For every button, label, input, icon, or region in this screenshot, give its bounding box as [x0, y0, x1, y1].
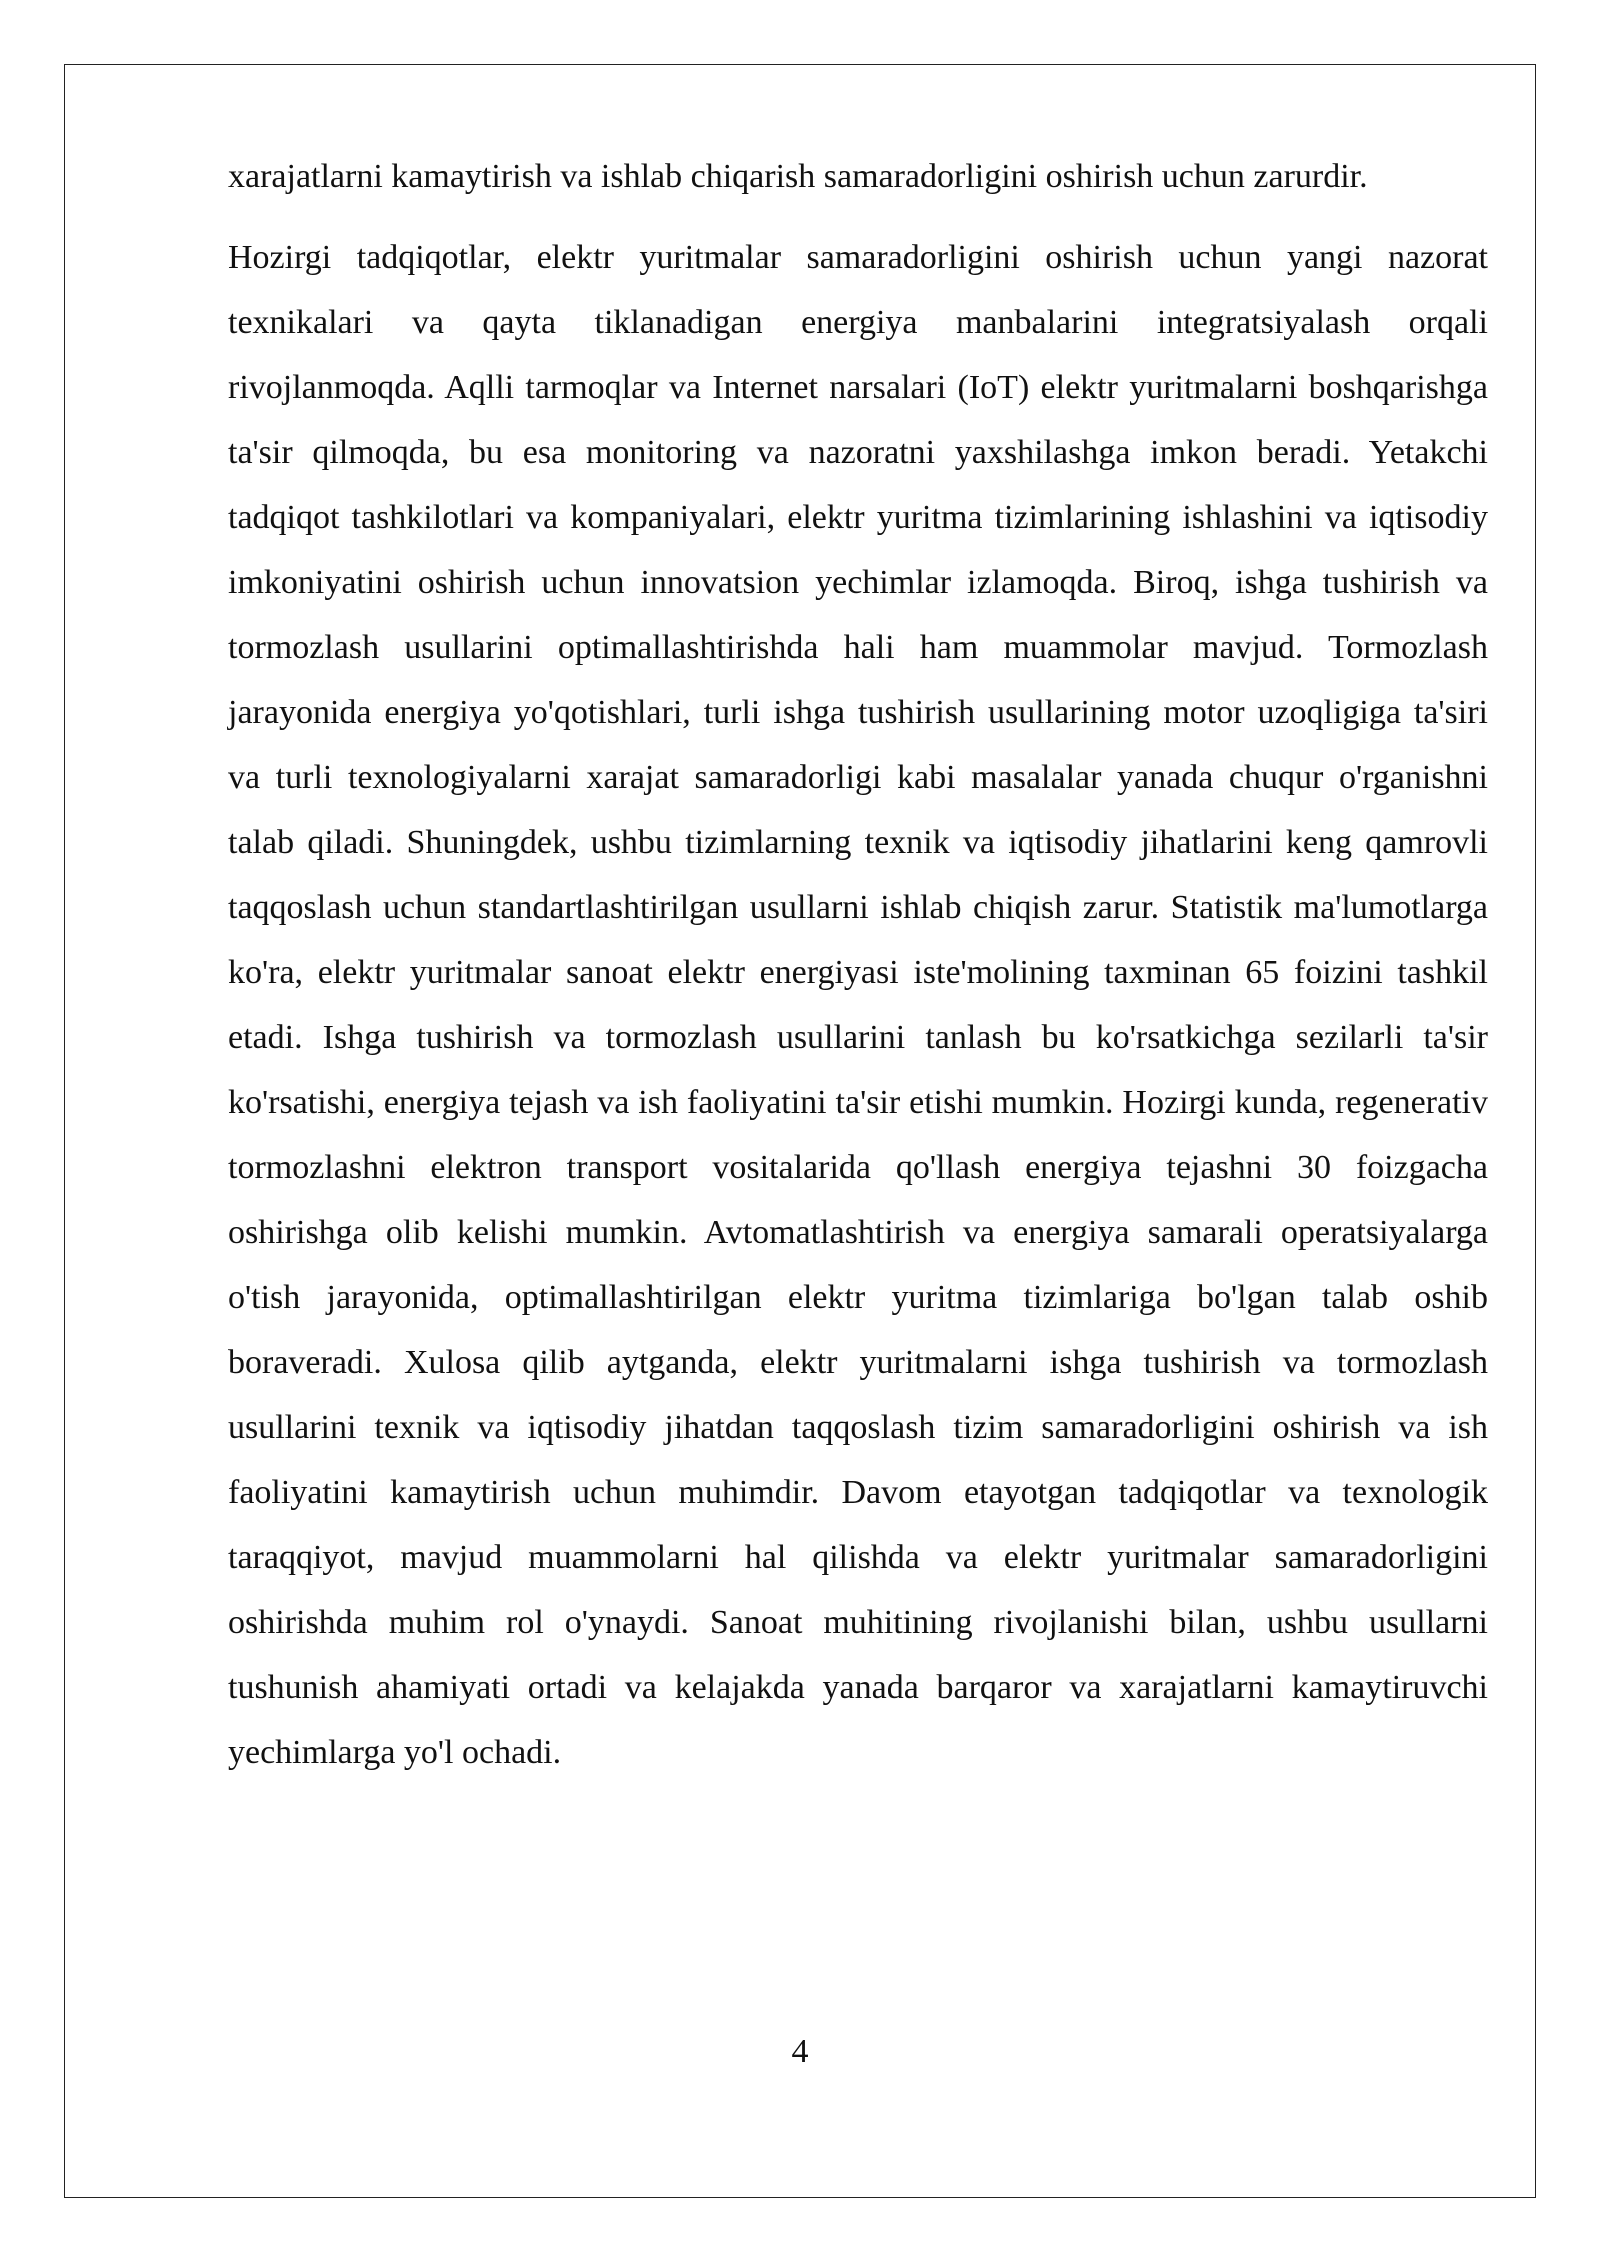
paragraph-continuation: xarajatlarni kamaytirish va ishlab chiqarish samaradorligini oshirish uchun zarurdir. [228, 158, 1368, 195]
document-body [228, 144, 1488, 1785]
page-number: 4 [791, 2033, 809, 2070]
paragraph-main: Hozirgi tadqiqotlar, elektr yuritmalar samaradorligini oshirish uchun yangi nazorat texnikalari va qayta tiklanadigan energiya manbalarini integratsiyalash orqali rivojlanmoqda. Aqlli tarmoqlar va Internet narsalari (IoT) elektr yuritmalarni boshqarishga ta'sir qilmoqda, bu esa monitoring va nazoratni yaxshilashga imkon beradi. Yetakchi tadqiqot tashkilotlari va kompaniyalari, elektr yuritma tizimlarining ishlashini va iqtisodiy imkoniyatini oshirish uchun innovatsion yechimlar izlamoqda. Biroq, ishga tushirish va tormozlash usullarini optimallashtirishda hali ham muammolar mavjud. Tormozlash jarayonida energiya yo'qotishlari, turli ishga tushirish usullarining motor uzoqligiga ta'siri va turli texnologiyalarni xarajat samaradorligi kabi masalalar yanada chuqur o'rganishni talab qiladi. Shuningdek, ushbu tizimlarning texnik va iqtisodiy jihatlarini keng qamrovli taqqoslash uchun standartlashtirilgan usullarni ishlab chiqish zarur. Statistik ma'lumotlarga ko'ra, elektr yuritmalar sanoat elektr energiyasi iste'molining taxminan 65 foizini tashkil etadi. Ishga tushirish va tormozlash usullarini tanlash bu ko'rsatkichga sezilarli ta'sir ko'rsatishi, energiya tejash va ish faoliyatini ta'sir etishi mumkin. Hozirgi kunda, regenerativ tormozlashni elektron transport vositalarida qo'llash energiya tejashni 30 foizgacha oshirishga olib kelishi mumkin. Avtomatlashtirish va energiya samarali operatsiyalarga o'tish jarayonida, optimallashtirilgan elektr yuritma tizimlariga bo'lgan talab oshib boraveradi. Xulosa qilib aytganda, elektr yuritmalarni ishga tushirish va tormozlash usullarini texnik va iqtisodiy jihatdan taqqoslash tizim samaradorligini oshirish va ish faoliyatini kamaytirish uchun muhimdir. Davom etayotgan tadqiqotlar va texnologik taraqqiyot, mavjud muammolarni hal qilishda va elektr yuritmalar samaradorligini oshirishda muhim rol o'ynaydi. Sanoat muhitining rivojlanishi bilan, ushbu usullarni tushunish ahamiyati ortadi va kelajakda yanada barqaror va xarajatlarni kamaytiruvchi yechimlarga yo'l ochadi. [228, 239, 1488, 1771]
